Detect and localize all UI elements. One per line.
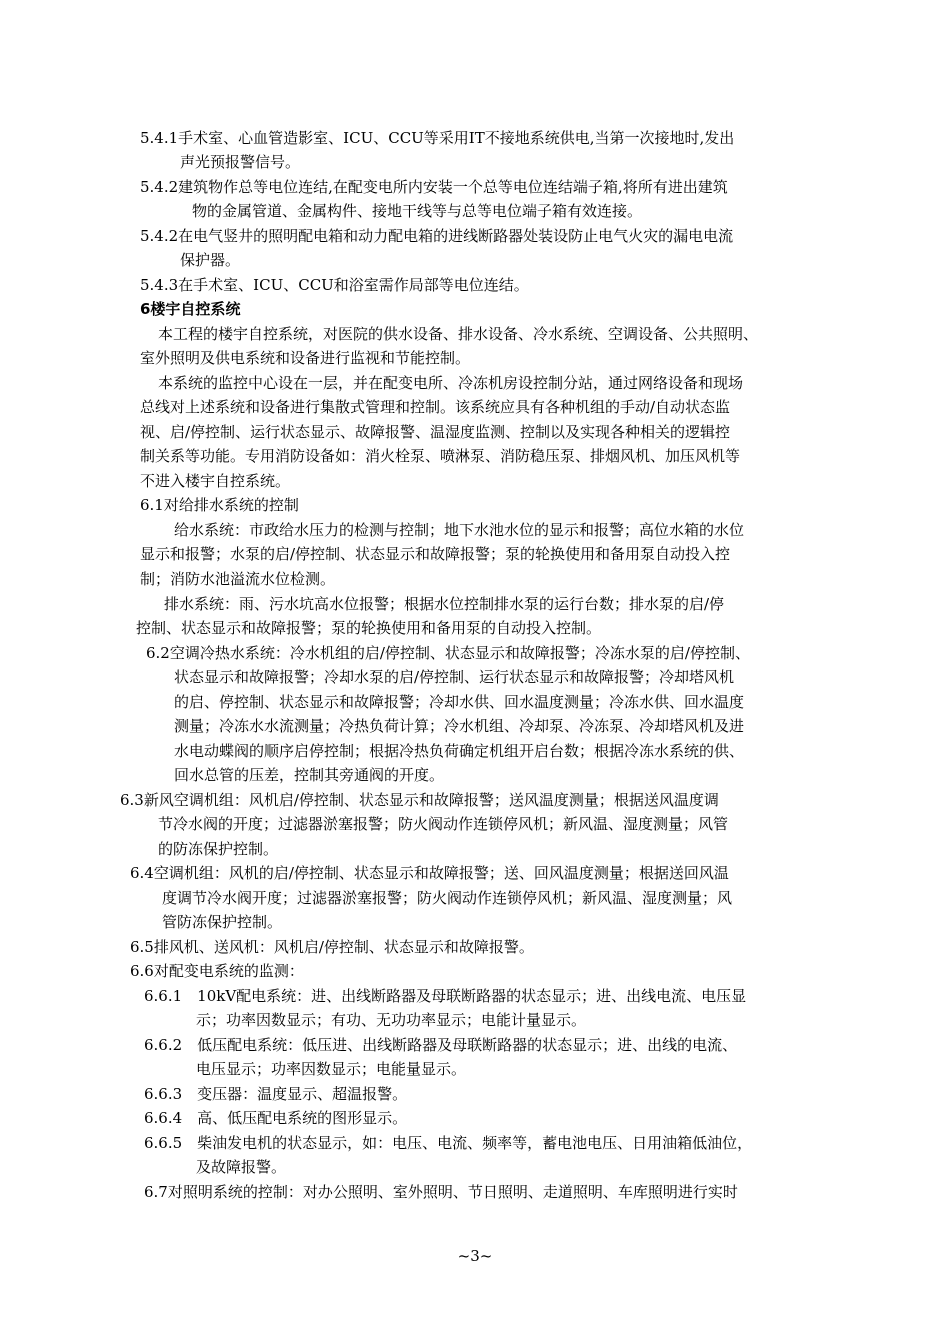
text-line: 室外照明及供电系统和设备进行监视和节能控制。 — [140, 349, 471, 367]
text-line: 6.4空调机组：风机的启/停控制、状态显示和故障报警；送、回风温度测量；根据送回风温 — [130, 864, 729, 882]
text-line: 6.6.2 低压配电系统：低压进、出线断路器及母联断路器的状态显示；进、出线的电流、 — [144, 1036, 738, 1054]
text-line: 本系统的监控中心设在一层，并在配变电所、冷冻机房设控制分站，通过网络设备和现场 — [158, 374, 744, 392]
text-line: 及故障报警。 — [196, 1158, 287, 1176]
text-line: 显示和报警；水泵的启/停控制、状态显示和故障报警；泵的轮换使用和备用泵自动投入控 — [140, 545, 731, 563]
text-line: 示；功率因数显示；有功、无功功率显示；电能计量显示。 — [196, 1011, 587, 1029]
text-line: 回水总管的压差，控制其旁通阀的开度。 — [174, 766, 445, 784]
text-line: 物的金属管道、金属构件、接地干线等与总等电位端子箱有效连接。 — [192, 202, 643, 220]
text-line: 声光预报警信号。 — [180, 153, 301, 171]
text-line: 排水系统：雨、污水坑高水位报警；根据水位控制排水泵的运行台数；排水泵的启/停 — [164, 595, 725, 613]
section-heading: 6楼宇自控系统 — [140, 300, 241, 318]
text-line: 6.7对照明系统的控制：对办公照明、室外照明、节日照明、走道照明、车库照明进行实时 — [144, 1183, 738, 1201]
text-line: 保护器。 — [180, 251, 241, 269]
text-line: 节冷水阀的开度；过滤器淤塞报警；防火阀动作连锁停风机；新风温、湿度测量；风管 — [158, 815, 729, 833]
text-line: 5.4.2建筑物作总等电位连结,在配变电所内安装一个总等电位连结端子箱,将所有进出建筑 — [140, 178, 728, 196]
text-line: 本工程的楼宇自控系统，对医院的供水设备、排水设备、冷水系统、空调设备、公共照明、 — [158, 325, 759, 343]
text-line: 测量；冷冻水水流测量；冷热负荷计算；冷水机组、冷却泵、冷冻泵、冷却塔风机及进 — [174, 717, 745, 735]
text-line: 6.6.1 10kV配电系统：进、出线断路器及母联断路器的状态显示；进、出线电流、电压显 — [144, 987, 747, 1005]
text-line: 6.5排风机、送风机：风机启/停控制、状态显示和故障报警。 — [130, 938, 534, 956]
subsection-heading: 6.6对配变电系统的监测： — [130, 962, 304, 980]
text-line: 6.6.3 变压器：温度显示、超温报警。 — [144, 1085, 408, 1103]
text-line: 度调节冷水阀开度；过滤器淤塞报警；防火阀动作连锁停风机；新风温、湿度测量；风 — [162, 889, 733, 907]
text-line: 水电动蝶阀的顺序启停控制；根据冷热负荷确定机组开启台数；根据冷冻水系统的供、 — [174, 742, 745, 760]
text-line: 控制、状态显示和故障报警；泵的轮换使用和备用泵的自动投入控制。 — [136, 619, 602, 637]
text-line: 不进入楼宇自控系统。 — [140, 472, 291, 490]
text-line: 状态显示和故障报警；冷却水泵的启/停控制、运行状态显示和故障报警；冷却塔风机 — [174, 668, 735, 686]
text-line: 制；消防水池溢流水位检测。 — [140, 570, 336, 588]
text-line: 的防冻保护控制。 — [158, 840, 279, 858]
text-line: 管防冻保护控制。 — [162, 913, 283, 931]
text-line: 6.6.5 柴油发电机的状态显示，如：电压、电流、频率等，蓄电池电压、日用油箱低油位， — [144, 1134, 753, 1152]
text-line: 总线对上述系统和设备进行集散式管理和控制。该系统应具有各种机组的手动/自动状态监 — [140, 398, 731, 416]
text-line: 制关系等功能。专用消防设备如：消火栓泵、喷淋泵、消防稳压泵、排烟风机、加压风机等 — [140, 447, 741, 465]
text-line: 给水系统：市政给水压力的检测与控制；地下水池水位的显示和报警；高位水箱的水位 — [174, 521, 745, 539]
text-line: 6.2空调冷热水系统：冷水机组的启/停控制、状态显示和故障报警；冷冻水泵的启/停控制、 — [146, 644, 750, 662]
text-line: 6.6.4 高、低压配电系统的图形显示。 — [144, 1109, 408, 1127]
text-line: 6.3新风空调机组：风机启/停控制、状态显示和故障报警；送风温度测量；根据送风温度调 — [120, 791, 719, 809]
text-line: 5.4.1手术室、心血管造影室、ICU、CCU等采用IT不接地系统供电,当第一次接地时,发出 — [140, 129, 735, 147]
text-line: 电压显示；功率因数显示；电能量显示。 — [196, 1060, 467, 1078]
text-line: 视、启/停控制、运行状态显示、故障报警、温湿度监测、控制以及实现各种相关的逻辑控 — [140, 423, 731, 441]
page-number: ~3~ — [457, 1247, 493, 1265]
subsection-heading: 6.1对给排水系统的控制 — [140, 496, 299, 514]
text-line: 5.4.3在手术室、ICU、CCU和浴室需作局部等电位连结。 — [140, 276, 529, 294]
text-line: 的启、停控制、状态显示和故障报警；冷却水供、回水温度测量；冷冻水供、回水温度 — [174, 693, 745, 711]
text-line: 5.4.2在电气竖井的照明配电箱和动力配电箱的进线断路器处装设防止电气火灾的漏电电流 — [140, 227, 734, 245]
